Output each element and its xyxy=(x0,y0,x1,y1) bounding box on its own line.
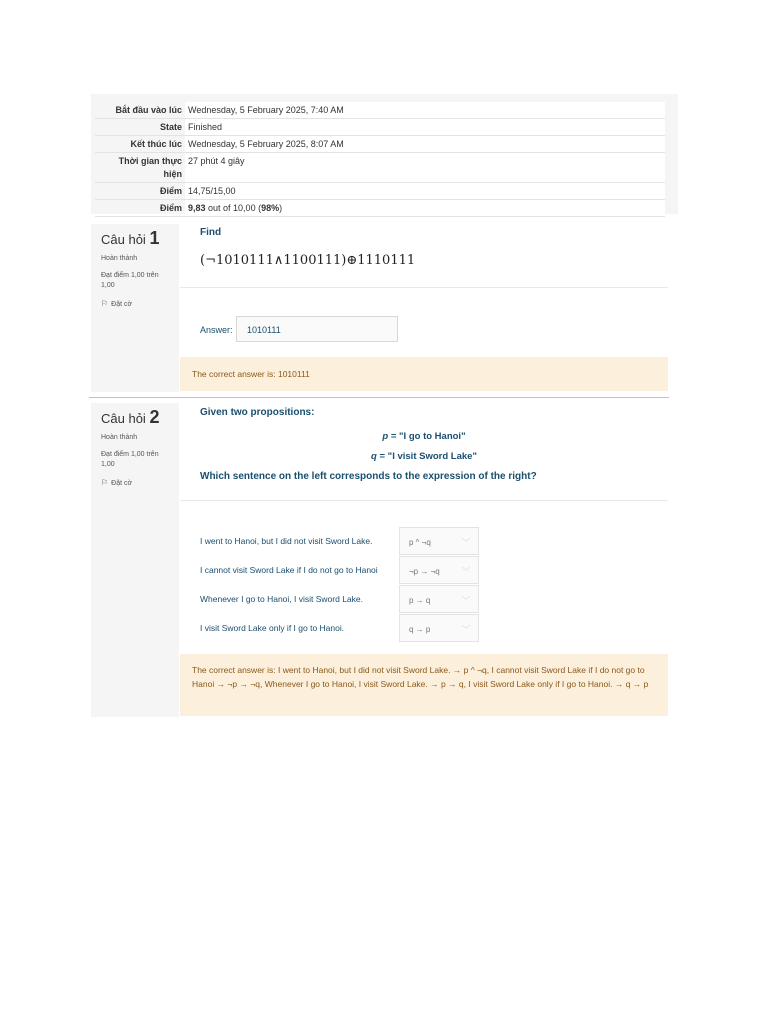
match-stem: Whenever I go to Hanoi, I visit Sword Lake. xyxy=(200,594,363,604)
grade-score: 9,83 xyxy=(188,203,206,213)
summary-row-started xyxy=(95,102,665,119)
summary-label: Điểm xyxy=(159,203,182,213)
chevron-down-icon: ﹀ xyxy=(462,625,470,634)
match-row xyxy=(200,527,500,555)
match-select[interactable] xyxy=(399,614,479,642)
question-info xyxy=(91,224,179,392)
flag-question-button[interactable] xyxy=(101,478,132,487)
question-text: Find xyxy=(200,227,222,238)
question-number xyxy=(101,407,159,428)
question-grade: Đạt điểm 1,00 trên 1,00 xyxy=(101,451,159,468)
question-title: Given two propositions: xyxy=(200,407,315,418)
question-expression: (¬1010111∧1100111)⊕1110111 xyxy=(200,253,416,268)
summary-label: Điểm xyxy=(159,186,182,196)
question-number xyxy=(101,228,159,249)
summary-label: Kết thúc lúc xyxy=(130,139,182,149)
question-1 xyxy=(91,224,678,392)
flag-icon: ⚐ xyxy=(101,478,109,487)
question-2 xyxy=(91,403,678,717)
proposition-q xyxy=(180,451,668,462)
question-number-value: 2 xyxy=(149,407,160,427)
flag-label: Đặt cờ xyxy=(111,480,133,487)
correct-answer-feedback: The correct answer is: I went to Hanoi, but I did not visit Sword Lake. → p ^ ¬q, I cannot visit Sword Lake if I do not go to Hanoi → ¬p → ¬q, Whenever I go to Hanoi, I visit Sword Lake. → p → q, I visit Sword Lake only if I go to Hanoi. → q → p xyxy=(180,654,668,716)
summary-row-state xyxy=(95,119,665,136)
question-text: Which sentence on the left corresponds to the expression of the right? xyxy=(200,471,537,482)
summary-label: Thời gian thực hiện xyxy=(118,156,182,179)
match-selected-value: q → p xyxy=(409,625,431,634)
question-content xyxy=(180,224,668,392)
match-selected-value: ¬p → ¬q xyxy=(409,567,440,576)
divider xyxy=(180,287,668,288)
flag-icon: ⚐ xyxy=(101,299,109,308)
question-content xyxy=(180,403,668,717)
match-row xyxy=(200,585,500,613)
chevron-down-icon: ﹀ xyxy=(462,596,470,605)
correct-answer-feedback: The correct answer is: 1010111 xyxy=(180,357,668,391)
summary-label: State xyxy=(159,122,182,132)
question-number-prefix: Câu hỏi xyxy=(101,411,146,426)
summary-row-completed xyxy=(95,136,665,153)
summary-row-time-taken xyxy=(95,153,665,183)
summary-value: 27 phút 4 giây xyxy=(185,153,665,183)
question-separator xyxy=(89,397,669,398)
summary-label: Bắt đầu vào lúc xyxy=(115,105,182,115)
flag-question-button[interactable] xyxy=(101,299,132,308)
match-stem: I visit Sword Lake only if I go to Hanoi. xyxy=(200,623,345,633)
summary-value: Wednesday, 5 February 2025, 7:40 AM xyxy=(185,102,665,119)
grade-percent: 98% xyxy=(261,203,280,213)
attempt-summary xyxy=(91,94,678,214)
proposition-definition: = "I go to Hanoi" xyxy=(388,431,466,442)
summary-row-grade xyxy=(95,200,665,217)
summary-table xyxy=(95,102,665,217)
question-state: Hoàn thành xyxy=(101,255,138,262)
summary-value: Finished xyxy=(185,119,665,136)
match-selected-value: p ^ ¬q xyxy=(409,538,431,547)
question-state: Hoàn thành xyxy=(101,434,138,441)
match-select[interactable] xyxy=(399,527,479,555)
question-number-value: 1 xyxy=(149,228,160,248)
proposition-variable: p xyxy=(382,431,389,442)
proposition-variable: q xyxy=(371,451,377,462)
chevron-down-icon: ﹀ xyxy=(462,567,470,576)
chevron-down-icon: ﹀ xyxy=(462,538,470,547)
flag-label: Đặt cờ xyxy=(111,301,133,308)
proposition-definition: = "I visit Sword Lake" xyxy=(376,451,477,462)
match-row xyxy=(200,614,500,642)
match-selected-value: p → q xyxy=(409,596,431,605)
answer-input[interactable]: 1010111 xyxy=(236,316,398,342)
grade-out-of: out of 10,00 ( xyxy=(205,203,262,213)
question-info xyxy=(91,403,179,717)
question-number-prefix: Câu hỏi xyxy=(101,232,146,247)
question-grade: Đạt điểm 1,00 trên 1,00 xyxy=(101,272,159,289)
proposition-p xyxy=(180,431,668,442)
match-select[interactable] xyxy=(399,585,479,613)
summary-value: Wednesday, 5 February 2025, 8:07 AM xyxy=(185,136,665,153)
grade-close: ) xyxy=(279,203,283,213)
summary-row-marks xyxy=(95,183,665,200)
match-stem: I went to Hanoi, but I did not visit Sword Lake. xyxy=(200,536,373,546)
match-row xyxy=(200,556,500,584)
match-select[interactable] xyxy=(399,556,479,584)
match-stem: I cannot visit Sword Lake if I do not go to Hanoi xyxy=(200,565,378,575)
divider xyxy=(180,500,668,501)
summary-value: 14,75/15,00 xyxy=(185,183,665,200)
answer-label: Answer: xyxy=(200,325,233,335)
summary-grade-value xyxy=(185,200,665,217)
